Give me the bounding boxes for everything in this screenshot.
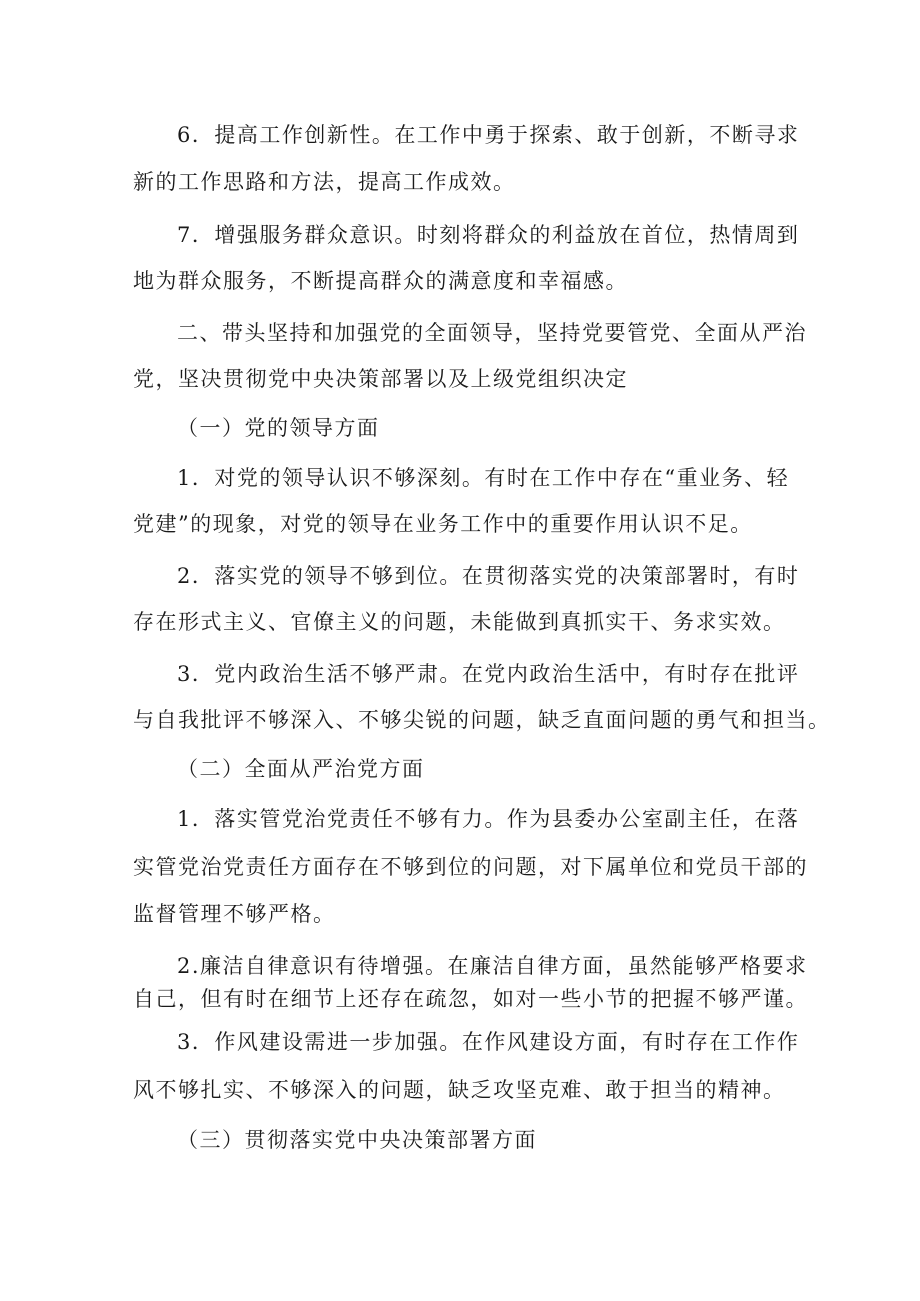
text-line-8: 1．对党的领导认识不够深刻。有时在工作中存在“重业务、轻 xyxy=(177,466,790,490)
section-heading-line-1: 二、带头坚持和加强党的全面领导，坚持党要管党、全面从严治 xyxy=(177,321,807,345)
text-line-21: 风不够扎实、不够深入的问题，缺乏攻坚克难、敢于担当的精神。 xyxy=(133,1078,786,1102)
text-line-3: 7．增强服务群众意识。时刻将群众的利益放在首位，热情周到 xyxy=(177,223,800,247)
section-heading-line-2: 党，坚决贯彻党中央决策部署以及上级党组织决定 xyxy=(133,367,628,391)
text-line-13: 与自我批评不够深入、不够尖锐的问题，缺乏直面问题的勇气和担当。 xyxy=(133,708,831,732)
text-line-9: 党建”的现象，对党的领导在业务工作中的重要作用认识不足。 xyxy=(133,512,753,536)
text-line-17: 监督管理不够严格。 xyxy=(133,902,336,926)
text-line-19: 自己，但有时在细节上还存在疏忽，如对一些小节的把握不够严谨。 xyxy=(133,987,808,1011)
text-line-10: 2．落实党的领导不够到位。在贯彻落实党的决策部署时，有时 xyxy=(177,564,800,588)
subsection-heading-3: （三）贯彻落实党中央决策部署方面 xyxy=(177,1128,537,1152)
subsection-heading-1: （一）党的领导方面 xyxy=(177,416,380,440)
text-line-4: 地为群众服务，不断提高群众的满意度和幸福感。 xyxy=(133,269,628,293)
text-line-12: 3．党内政治生活不够严肃。在党内政治生活中，有时存在批评 xyxy=(177,662,800,686)
text-line-16: 实管党治党责任方面存在不够到位的问题，对下属单位和党员干部的 xyxy=(133,855,808,879)
text-line-1: 6．提高工作创新性。在工作中勇于探索、敢于创新，不断寻求 xyxy=(177,123,800,147)
text-line-20: 3．作风建设需进一步加强。在作风建设方面，有时存在工作作 xyxy=(177,1030,800,1054)
subsection-heading-2: （二）全面从严治党方面 xyxy=(177,757,425,781)
text-line-15: 1．落实管党治党责任不够有力。作为县委办公室副主任，在落 xyxy=(177,807,800,831)
text-line-11: 存在形式主义、官僚主义的问题，未能做到真抓实干、务求实效。 xyxy=(133,610,786,634)
text-line-18: 2.廉洁自律意识有待增强。在廉洁自律方面，虽然能够严格要求 xyxy=(177,954,808,978)
text-line-2: 新的工作思路和方法，提高工作成效。 xyxy=(133,170,516,194)
